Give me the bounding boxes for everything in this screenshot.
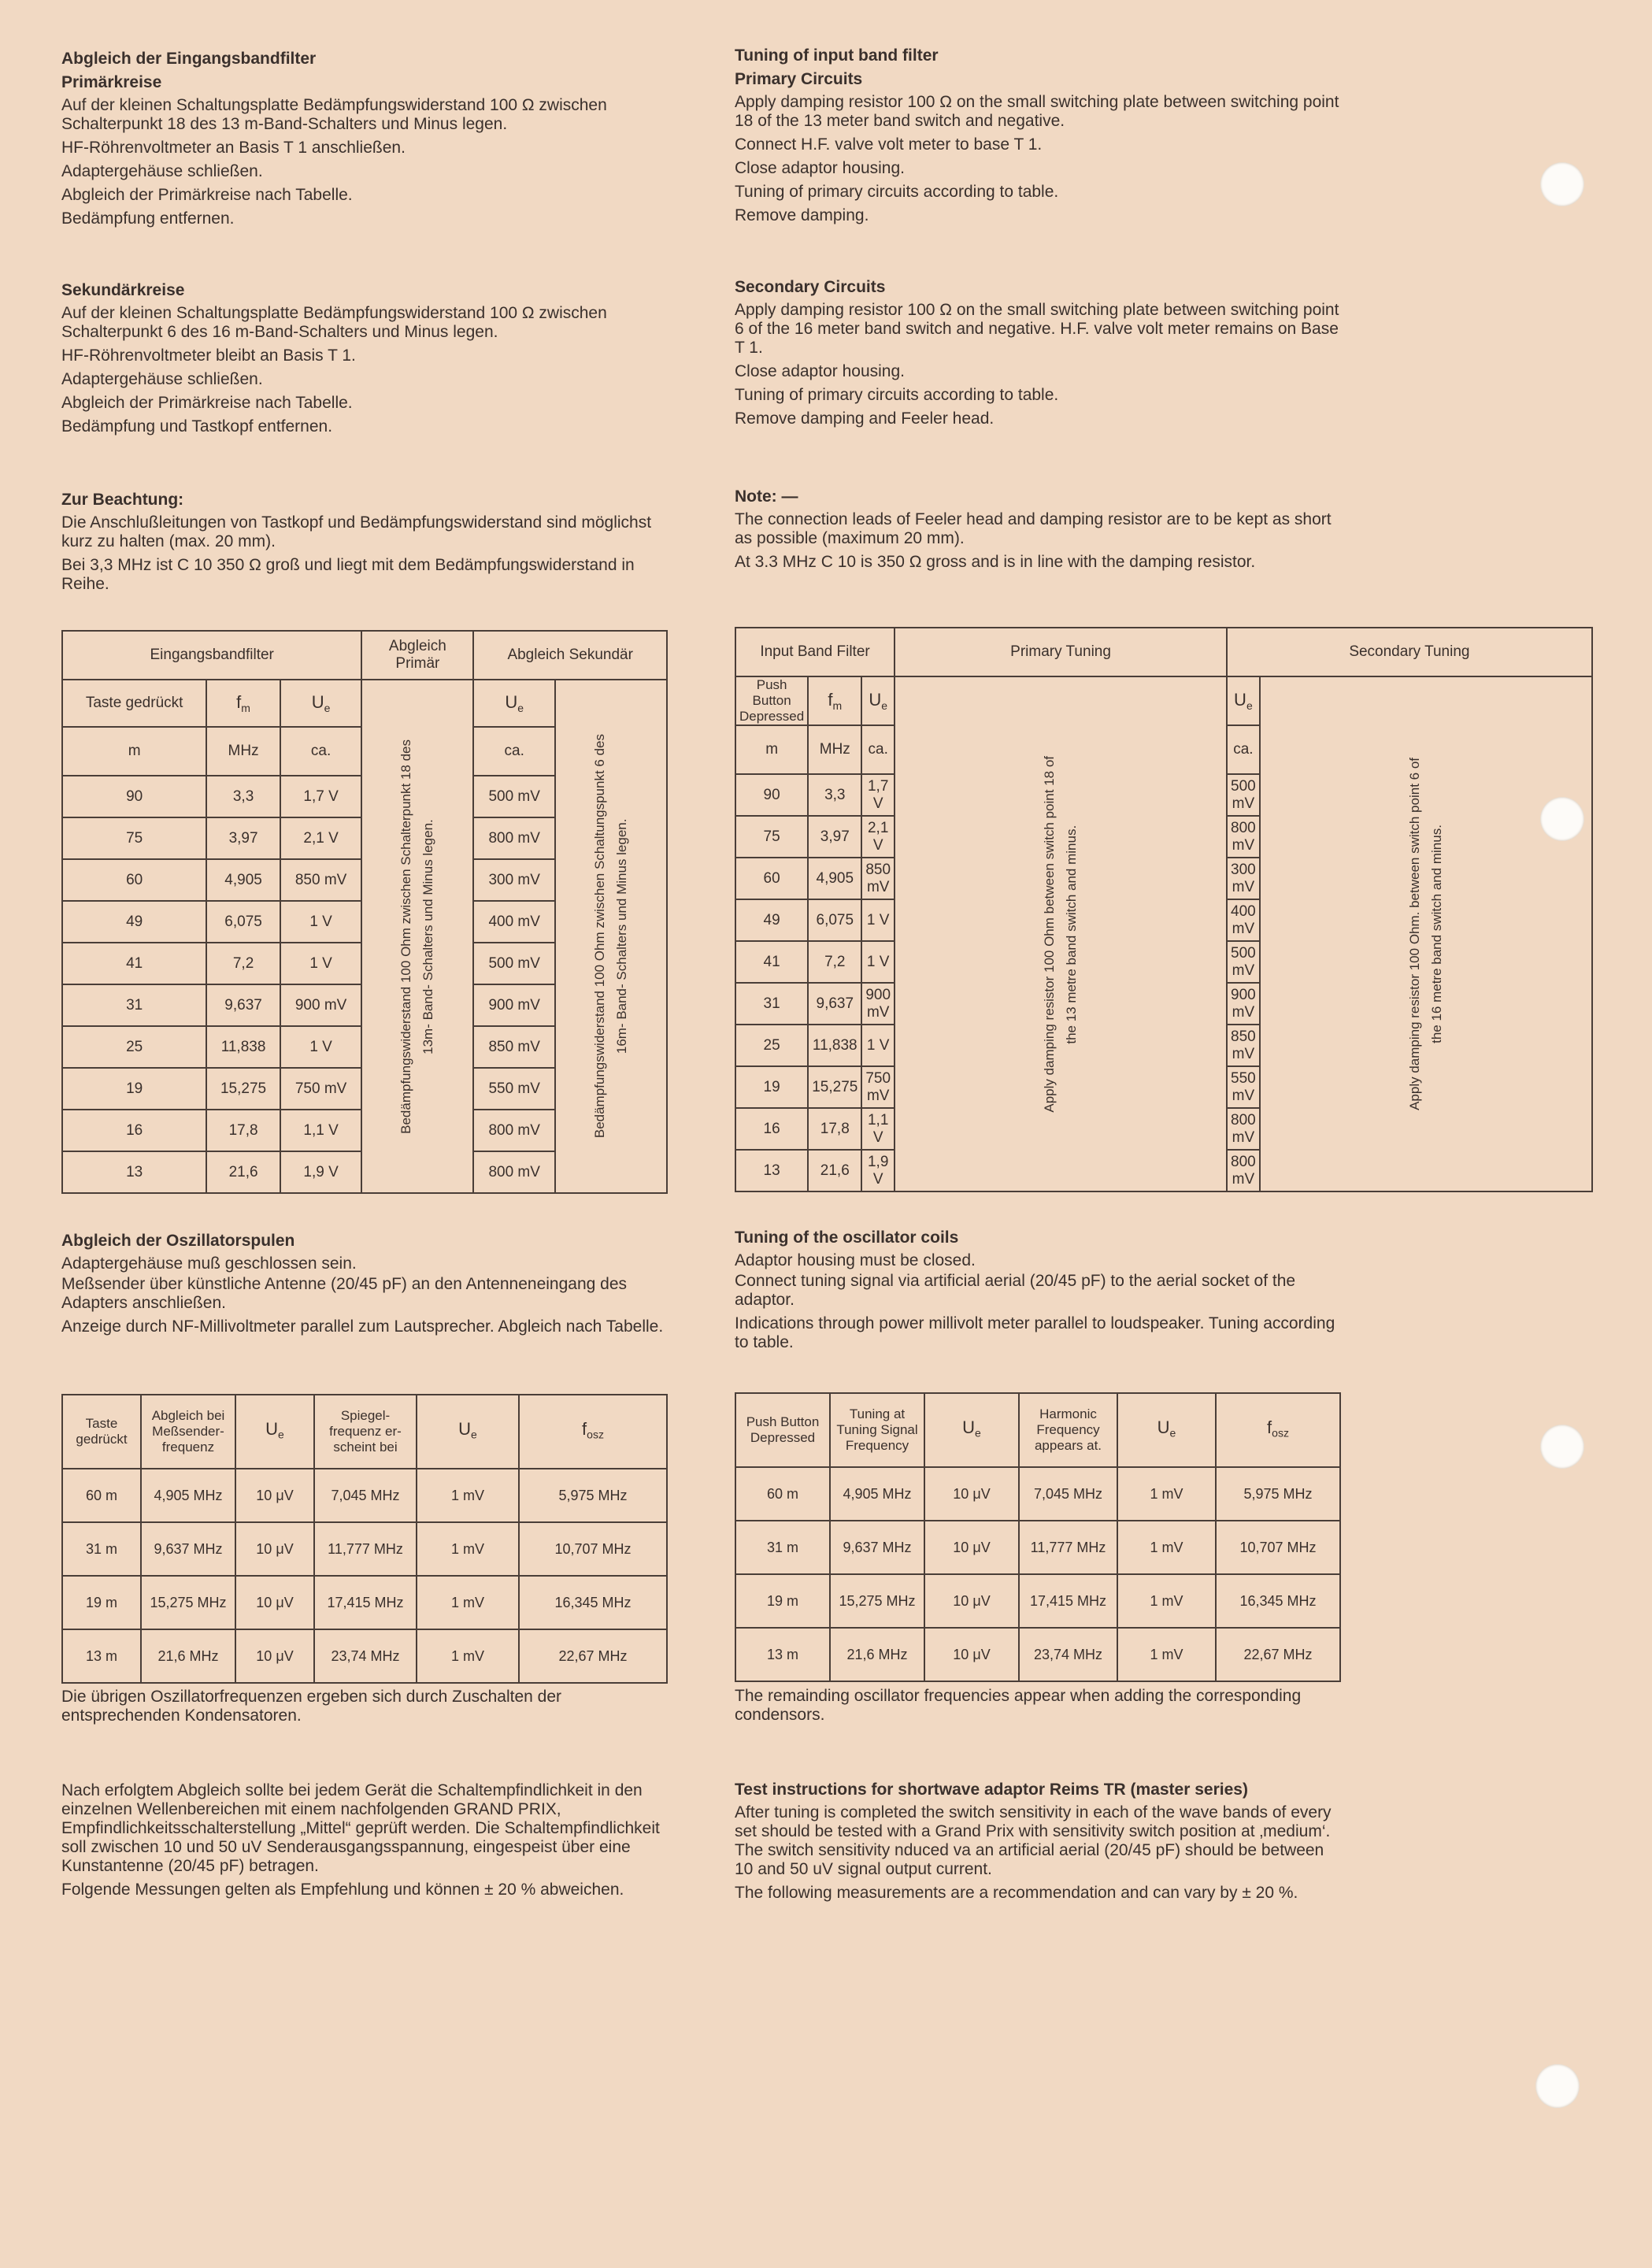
table-row: 90 3,3 1,7 V 500 mV: [62, 776, 667, 817]
de-paragraph: HF-Röhrenvoltmeter an Basis T 1 anschließen.: [61, 139, 406, 157]
en-paragraph: Tuning of primary circuits according to table.: [735, 386, 1059, 404]
table-row: 13 m 21,6 MHz 10 μV 23,74 MHz 1 mV 22,67 MHz: [735, 1628, 1340, 1681]
table-header: $U_e$: [1227, 676, 1260, 725]
de-paragraph: Bedämpfung entfernen.: [61, 209, 235, 228]
table-row: 19 15,275 750 mV 550 mV: [62, 1068, 667, 1110]
table-row: 60 m 4,905 MHz 10 μV 7,045 MHz 1 mV 5,975 MHz: [62, 1469, 667, 1522]
table-header: Taste gedrückt: [62, 1395, 141, 1469]
table-row: 19 m 15,275 MHz 10 μV 17,415 MHz 1 mV 16,345 MHz: [735, 1574, 1340, 1628]
table-header: Push Button Depressed: [735, 676, 808, 725]
table-row: 31 9,637 900 mV 900 mV: [62, 984, 667, 1026]
en-paragraph: Close adaptor housing.: [735, 159, 905, 177]
en-paragraph: Adaptor housing must be closed.: [735, 1251, 976, 1269]
en-primary-note: Apply damping resistor 100 Ohm between switch point 18 of the 13 metre band switch and minus.: [895, 676, 1227, 1191]
de-paragraph: Adaptergehäuse schließen.: [61, 162, 263, 180]
de-paragraph: Folgende Messungen gelten als Empfehlung und können ± 20 % abweichen.: [61, 1881, 624, 1899]
unit-cell: ca.: [473, 727, 555, 776]
table-row: 41 7,2 1 V 500 mV: [735, 941, 1592, 983]
table-header: Taste gedrückt: [62, 680, 206, 727]
table-header: $U_e$: [417, 1395, 519, 1469]
de-section-title: Zur Beachtung:: [61, 491, 184, 509]
en-oscillator-section: [735, 1228, 1345, 1357]
table-header: $f_{osz}$: [519, 1395, 667, 1469]
table-row: 13 21,6 1,9 V 800 mV: [62, 1151, 667, 1193]
de-paragraph: Die übrigen Oszillatorfrequenzen ergeben sich durch Zuschalten der entsprechenden Kondensatoren.: [61, 1688, 562, 1725]
en-section-title: Tuning of input band filter: [735, 46, 939, 65]
punch-hole: [1540, 797, 1584, 841]
table-header: $U_e$: [924, 1393, 1019, 1467]
table-row: 31 m 9,637 MHz 10 μV 11,777 MHz 1 mV 10,707 MHz: [735, 1521, 1340, 1574]
de-section-title: Abgleich der Oszillatorspulen: [61, 1232, 295, 1250]
en-section-title: Test instructions for shortwave adaptor Reims TR (master series): [735, 1781, 1248, 1799]
punch-hole: [1535, 2064, 1580, 2108]
en-oscillator-table: [735, 1392, 1341, 1682]
unit-cell: ca.: [1227, 725, 1260, 774]
en-paragraph: Indications through power millivolt meter parallel to loudspeaker. Tuning according to table.: [735, 1314, 1335, 1351]
table-row: 19 m 15,275 MHz 10 μV 17,415 MHz 1 mV 16,345 MHz: [62, 1576, 667, 1629]
de-paragraph: Bei 3,3 MHz ist C 10 350 Ω groß und liegt mit dem Bedämpfungswiderstand in Reihe.: [61, 556, 635, 593]
table-row: 49 6,075 1 V 400 mV: [62, 901, 667, 943]
de-secondary-note: Bedämpfungswiderstand 100 Ohm zwischen Schaltungspunkt 6 des 16m- Band- Schalters und Minus legen.: [555, 680, 667, 1193]
en-paragraph: The following measurements are a recommendation and can vary by ± 20 %.: [735, 1884, 1298, 1902]
table-header: Tuning at Tuning Signal Frequency: [830, 1393, 924, 1467]
table-row: 75 3,97 2,1 V 800 mV: [735, 816, 1592, 858]
en-paragraph: The remainding oscillator frequencies appear when adding the corresponding condensors.: [735, 1687, 1302, 1724]
en-paragraph: Connect tuning signal via artificial aerial (20/45 pF) to the aerial socket of the adaptor.: [735, 1272, 1296, 1309]
table-row: 41 7,2 1 V 500 mV: [62, 943, 667, 984]
de-section-subtitle: Primärkreise: [61, 73, 162, 91]
en-band-filter-table: [735, 627, 1593, 1192]
unit-cell: ca.: [861, 725, 895, 774]
de-oscillator-section: [61, 1231, 672, 1341]
en-paragraph: Remove damping.: [735, 206, 869, 224]
de-paragraph: Auf der kleinen Schaltungsplatte Bedämpfungswiderstand 100 Ω zwischen Schalterpunkt 18 des 13 m-Band-Schalters und Minus legen.: [61, 96, 607, 133]
de-paragraph: Nach erfolgtem Abgleich sollte bei jedem Gerät die Schaltempfindlichkeit in den einzelnen Wellenbereichen mit einem nachfolgenden GRAND PRIX, Empfindlichkeitsschalterstellung „Mittel“ geprüft werden. Die Schaltempfindlichkeit soll zwischen 10 und 50 uV Senderausgangsspannung, eingespeist über eine Kunstantenne (20/45 pF) betragen.: [61, 1781, 660, 1875]
table-header: Spiegel-frequenz er-scheint bei: [314, 1395, 417, 1469]
table-header: Input Band Filter: [735, 628, 895, 676]
en-paragraph: After tuning is completed the switch sensitivity in each of the wave bands of every set should be tested with a Grand Prix with sensitivity switch position at ‚medium‘. The switch sensitivity nduced va an artificial aerial (20/45 pF) should be between 10 and 50 uV signal output current.: [735, 1803, 1332, 1878]
table-row: 60 4,905 850 mV 300 mV: [735, 858, 1592, 899]
table-header: Push Button Depressed: [735, 1393, 830, 1467]
table-row: 13 21,6 1,9 V 800 mV: [735, 1150, 1592, 1191]
table-header: $f_{osz}$: [1216, 1393, 1340, 1467]
unit-cell: m: [62, 727, 206, 776]
table-header: $f_m$: [206, 680, 280, 727]
en-secondary-section: [735, 277, 1345, 433]
de-remaining-section: [61, 1688, 672, 1730]
table-row: 60 m 4,905 MHz 10 μV 7,045 MHz 1 mV 5,975 MHz: [735, 1467, 1340, 1521]
de-section-title: Sekundärkreise: [61, 281, 185, 299]
table-header: Eingangsbandfilter: [62, 631, 361, 680]
table-header: Abgleich bei Meßsender-frequenz: [141, 1395, 235, 1469]
en-secondary-note: Apply damping resistor 100 Ohm. between switch point 6 of the 16 metre band switch and minus.: [1260, 676, 1592, 1191]
table-row: 16 17,8 1,1 V 800 mV: [735, 1108, 1592, 1150]
table-header: $U_e$: [280, 680, 362, 727]
en-section-subtitle: Primary Circuits: [735, 70, 863, 88]
en-section-title: Note: —: [735, 487, 798, 506]
en-remaining-section: [735, 1687, 1345, 1729]
de-paragraph: Bedämpfung und Tastkopf entfernen.: [61, 417, 333, 435]
de-band-filter-table: [61, 630, 668, 1194]
table-row: 75 3,97 2,1 V 800 mV: [62, 817, 667, 859]
table-row: 90 3,3 1,7 V 500 mV: [735, 774, 1592, 816]
de-paragraph: Abgleich der Primärkreise nach Tabelle.: [61, 186, 353, 204]
en-paragraph: Connect H.F. valve volt meter to base T 1.: [735, 135, 1043, 154]
table-header: $U_e$: [1117, 1393, 1216, 1467]
unit-cell: MHz: [206, 727, 280, 776]
en-paragraph: Tuning of primary circuits according to table.: [735, 183, 1059, 201]
table-header: Primary Tuning: [895, 628, 1227, 676]
table-row: 16 17,8 1,1 V 800 mV: [62, 1110, 667, 1151]
en-paragraph: The connection leads of Feeler head and damping resistor are to be kept as short as possible (maximum 20 mm).: [735, 510, 1332, 547]
table-header: Harmonic Frequency appears at.: [1019, 1393, 1117, 1467]
de-note-section: [61, 490, 672, 598]
table-header: $U_e$: [235, 1395, 314, 1469]
en-note-section: [735, 487, 1345, 576]
de-paragraph: Adaptergehäuse muß geschlossen sein.: [61, 1254, 357, 1273]
de-paragraph: Adaptergehäuse schließen.: [61, 370, 263, 388]
table-row: 31 m 9,637 MHz 10 μV 11,777 MHz 1 mV 10,707 MHz: [62, 1522, 667, 1576]
table-header: $U_e$: [861, 676, 895, 725]
table-row: 19 15,275 750 mV 550 mV: [735, 1066, 1592, 1108]
de-input-filter-section: [61, 49, 672, 233]
table-row: 25 11,838 1 V 850 mV: [735, 1025, 1592, 1066]
en-paragraph: Remove damping and Feeler head.: [735, 410, 995, 428]
table-header: Abgleich Sekundär: [473, 631, 667, 680]
table-header: $f_m$: [808, 676, 861, 725]
de-paragraph: Abgleich der Primärkreise nach Tabelle.: [61, 394, 353, 412]
de-paragraph: Die Anschlußleitungen von Tastkopf und Bedämpfungswiderstand sind möglichst kurz zu halten (max. 20 mm).: [61, 513, 652, 550]
de-paragraph: Meßsender über künstliche Antenne (20/45 pF) an den Antenneneingang des Adapters anschließen.: [61, 1275, 628, 1312]
unit-cell: ca.: [280, 727, 362, 776]
en-section-title: Secondary Circuits: [735, 278, 886, 296]
en-paragraph: Apply damping resistor 100 Ω on the small switching plate between switching point 18 of the 13 meter band switch and negative.: [735, 93, 1339, 130]
de-paragraph: Anzeige durch NF-Millivoltmeter parallel zum Lautsprecher. Abgleich nach Tabelle.: [61, 1317, 664, 1336]
punch-hole: [1540, 162, 1584, 206]
table-header: Abgleich Primär: [361, 631, 473, 680]
punch-hole: [1540, 1425, 1584, 1469]
de-primary-note: Bedämpfungswiderstand 100 Ohm zwischen Schalterpunkt 18 des 13m- Band- Schalters und Minus legen.: [361, 680, 473, 1193]
en-section-title: Tuning of the oscillator coils: [735, 1228, 959, 1247]
de-section-title: Abgleich der Eingangsbandfilter: [61, 50, 317, 68]
de-paragraph: HF-Röhrenvoltmeter bleibt an Basis T 1.: [61, 346, 356, 365]
de-secondary-section: [61, 280, 672, 441]
table-row: 25 11,838 1 V 850 mV: [62, 1026, 667, 1068]
de-test-section: [61, 1781, 672, 1904]
en-paragraph: Close adaptor housing.: [735, 362, 905, 380]
en-paragraph: Apply damping resistor 100 Ω on the small switching plate between switching point 6 of the 16 meter band switch and negative. H.F. valve volt meter remains on Base T 1.: [735, 301, 1339, 357]
table-row: 13 m 21,6 MHz 10 μV 23,74 MHz 1 mV 22,67 MHz: [62, 1629, 667, 1683]
table-row: 60 4,905 850 mV 300 mV: [62, 859, 667, 901]
table-row: 49 6,075 1 V 400 mV: [735, 899, 1592, 941]
table-header: $U_e$: [473, 680, 555, 727]
table-header: Secondary Tuning: [1227, 628, 1592, 676]
de-oscillator-table: [61, 1394, 668, 1684]
unit-cell: m: [735, 725, 808, 774]
unit-cell: MHz: [808, 725, 861, 774]
en-test-section: [735, 1780, 1345, 1907]
de-paragraph: Auf der kleinen Schaltungsplatte Bedämpfungswiderstand 100 Ω zwischen Schalterpunkt 6 des 16 m-Band-Schalters und Minus legen.: [61, 304, 607, 341]
en-paragraph: At 3.3 MHz C 10 is 350 Ω gross and is in line with the damping resistor.: [735, 553, 1256, 571]
en-input-filter-section: [735, 46, 1345, 230]
table-row: 31 9,637 900 mV 900 mV: [735, 983, 1592, 1025]
